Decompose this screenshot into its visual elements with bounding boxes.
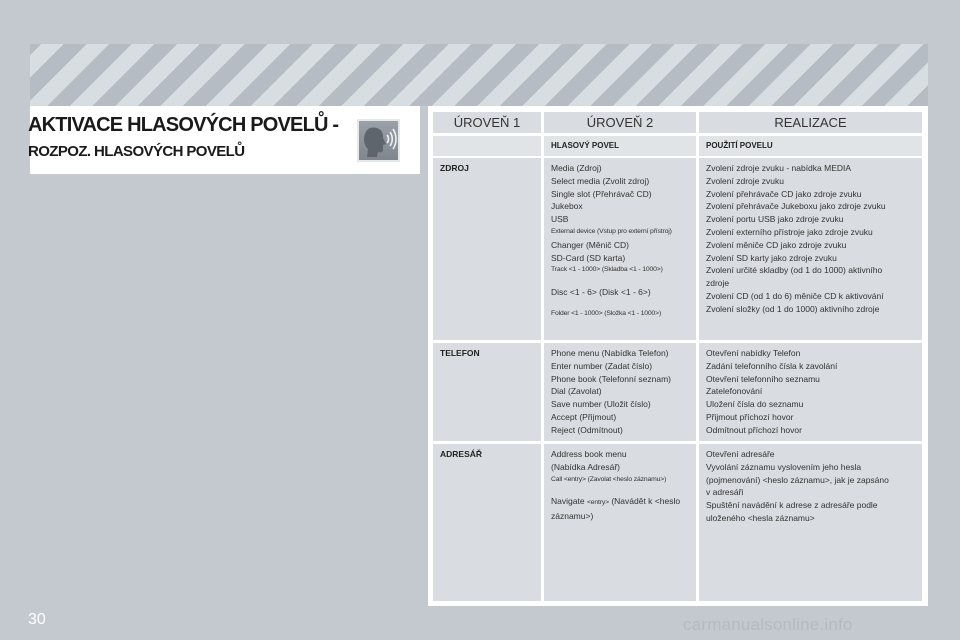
- list-item: Zvolení zdroje zvuku: [706, 175, 784, 186]
- list-item: záznamu>): [551, 511, 594, 522]
- list-item: Folder <1 - 1000> (Složka <1 - 1000>): [551, 309, 662, 317]
- list-item: Save number (Uložit číslo): [551, 399, 651, 410]
- list-item: Zvolení externího přístroje jako zdroje zvuku: [706, 226, 873, 237]
- row-commands-source: [544, 158, 696, 340]
- list-item: Spuštění navádění k adrese z adresáře podle: [706, 500, 878, 511]
- list-item: Phone book (Telefonní seznam): [551, 373, 672, 384]
- subheader-command-usage: POUŽITÍ POVELU: [699, 136, 922, 156]
- header-realization: REALIZACE: [699, 112, 922, 133]
- list-item: Address book menu: [551, 449, 627, 459]
- row-commands-phone: [544, 343, 696, 441]
- list-item: Odmítnout příchozí hovor: [706, 424, 802, 435]
- list-item: Otevření nabídky Telefon: [706, 348, 801, 358]
- list-item: Single slot (Přehrávač CD): [551, 188, 652, 199]
- row-category-source: ZDROJ: [433, 158, 541, 340]
- header-level-1: ÚROVEŇ 1: [433, 112, 541, 133]
- list-item: Jukebox: [551, 201, 583, 212]
- list-item: Zvolení zdroje zvuku - nabídka MEDIA: [706, 163, 852, 173]
- row-usage-phone: [699, 343, 922, 441]
- list-item: zdroje: [706, 278, 730, 289]
- list-item: Navigate <entry> (Navádět k <heslo: [551, 496, 681, 507]
- list-item: Zvolení měniče CD jako zdroje zvuku: [706, 239, 847, 250]
- subheader-voice-command: HLASOVÝ POVEL: [544, 136, 696, 156]
- list-item: Vyvolání záznamu vyslovením jeho hesla: [706, 461, 862, 472]
- list-item: v adresáři: [706, 487, 744, 498]
- list-item: Zvolení přehrávače CD jako zdroje zvuku: [706, 188, 862, 199]
- list-item: Zvolení určité skladby (od 1 do 1000) aktivního: [706, 265, 883, 276]
- list-item: Zatelefonování: [706, 386, 763, 397]
- row-usage-address-book: [699, 444, 922, 601]
- list-item: Zvolení složky (od 1 do 1000) aktivního zdroje: [706, 303, 880, 314]
- list-item: Track <1 - 1000> (Skladba <1 - 1000>): [551, 266, 663, 274]
- list-item: Changer (Měnič CD): [551, 239, 629, 250]
- list-item: Media (Zdroj): [551, 163, 602, 173]
- page-number: 30: [28, 611, 46, 628]
- list-item: Enter number (Zadat číslo): [551, 360, 653, 371]
- list-item: Dial (Zavolat): [551, 386, 602, 397]
- list-item: Uložení čísla do seznamu: [706, 399, 804, 410]
- subheader-empty: [433, 136, 541, 156]
- list-item: Accept (Přijmout): [551, 411, 617, 422]
- page-subtitle: ROZPOZ. HLASOVÝCH POVELŮ: [28, 143, 245, 160]
- list-item: (pojmenování) <heslo záznamu>, jak je zapsáno: [706, 474, 889, 485]
- decorative-stripe-band: [30, 44, 928, 106]
- list-item: Otevření adresáře: [706, 449, 775, 459]
- watermark: carmanualsonline.info: [683, 615, 853, 634]
- list-item: Zvolení přehrávače Jukeboxu jako zdroje zvuku: [706, 201, 886, 212]
- list-item: Zadání telefonního čísla k zavolání: [706, 360, 838, 371]
- list-item: (Nabídka Adresář): [551, 461, 620, 472]
- list-item: Disc <1 - 6> (Disk <1 - 6>): [551, 287, 651, 298]
- list-item: Reject (Odmítnout): [551, 424, 623, 435]
- list-item: Call <entry> (Zavolat <heslo záznamu>): [551, 475, 667, 483]
- list-item: Zvolení portu USB jako zdroje zvuku: [706, 214, 844, 225]
- list-item: Zvolení CD (od 1 do 6) měniče CD k aktivování: [706, 290, 884, 301]
- row-commands-address-book: [544, 444, 696, 601]
- list-item: USB: [551, 214, 569, 225]
- row-category-phone: TELEFON: [433, 343, 541, 441]
- list-item: Přijmout příchozí hovor: [706, 411, 794, 422]
- list-item: uloženého <hesla záznamu>: [706, 512, 815, 523]
- list-item: Zvolení SD karty jako zdroje zvuku: [706, 252, 837, 263]
- list-item: Otevření telefonního seznamu: [706, 373, 820, 384]
- header-level-2: ÚROVEŇ 2: [544, 112, 696, 133]
- page-title: AKTIVACE HLASOVÝCH POVELŮ -: [28, 114, 339, 136]
- row-category-address-book: ADRESÁŘ: [433, 444, 541, 601]
- list-item: Select media (Zvolit zdroj): [551, 175, 650, 186]
- voice-command-icon: [357, 119, 400, 162]
- list-item: Phone menu (Nabídka Telefon): [551, 348, 669, 358]
- list-item: SD-Card (SD karta): [551, 252, 626, 263]
- row-usage-source: [699, 158, 922, 340]
- list-item: External device (Vstup pro externí přístroj): [551, 227, 672, 235]
